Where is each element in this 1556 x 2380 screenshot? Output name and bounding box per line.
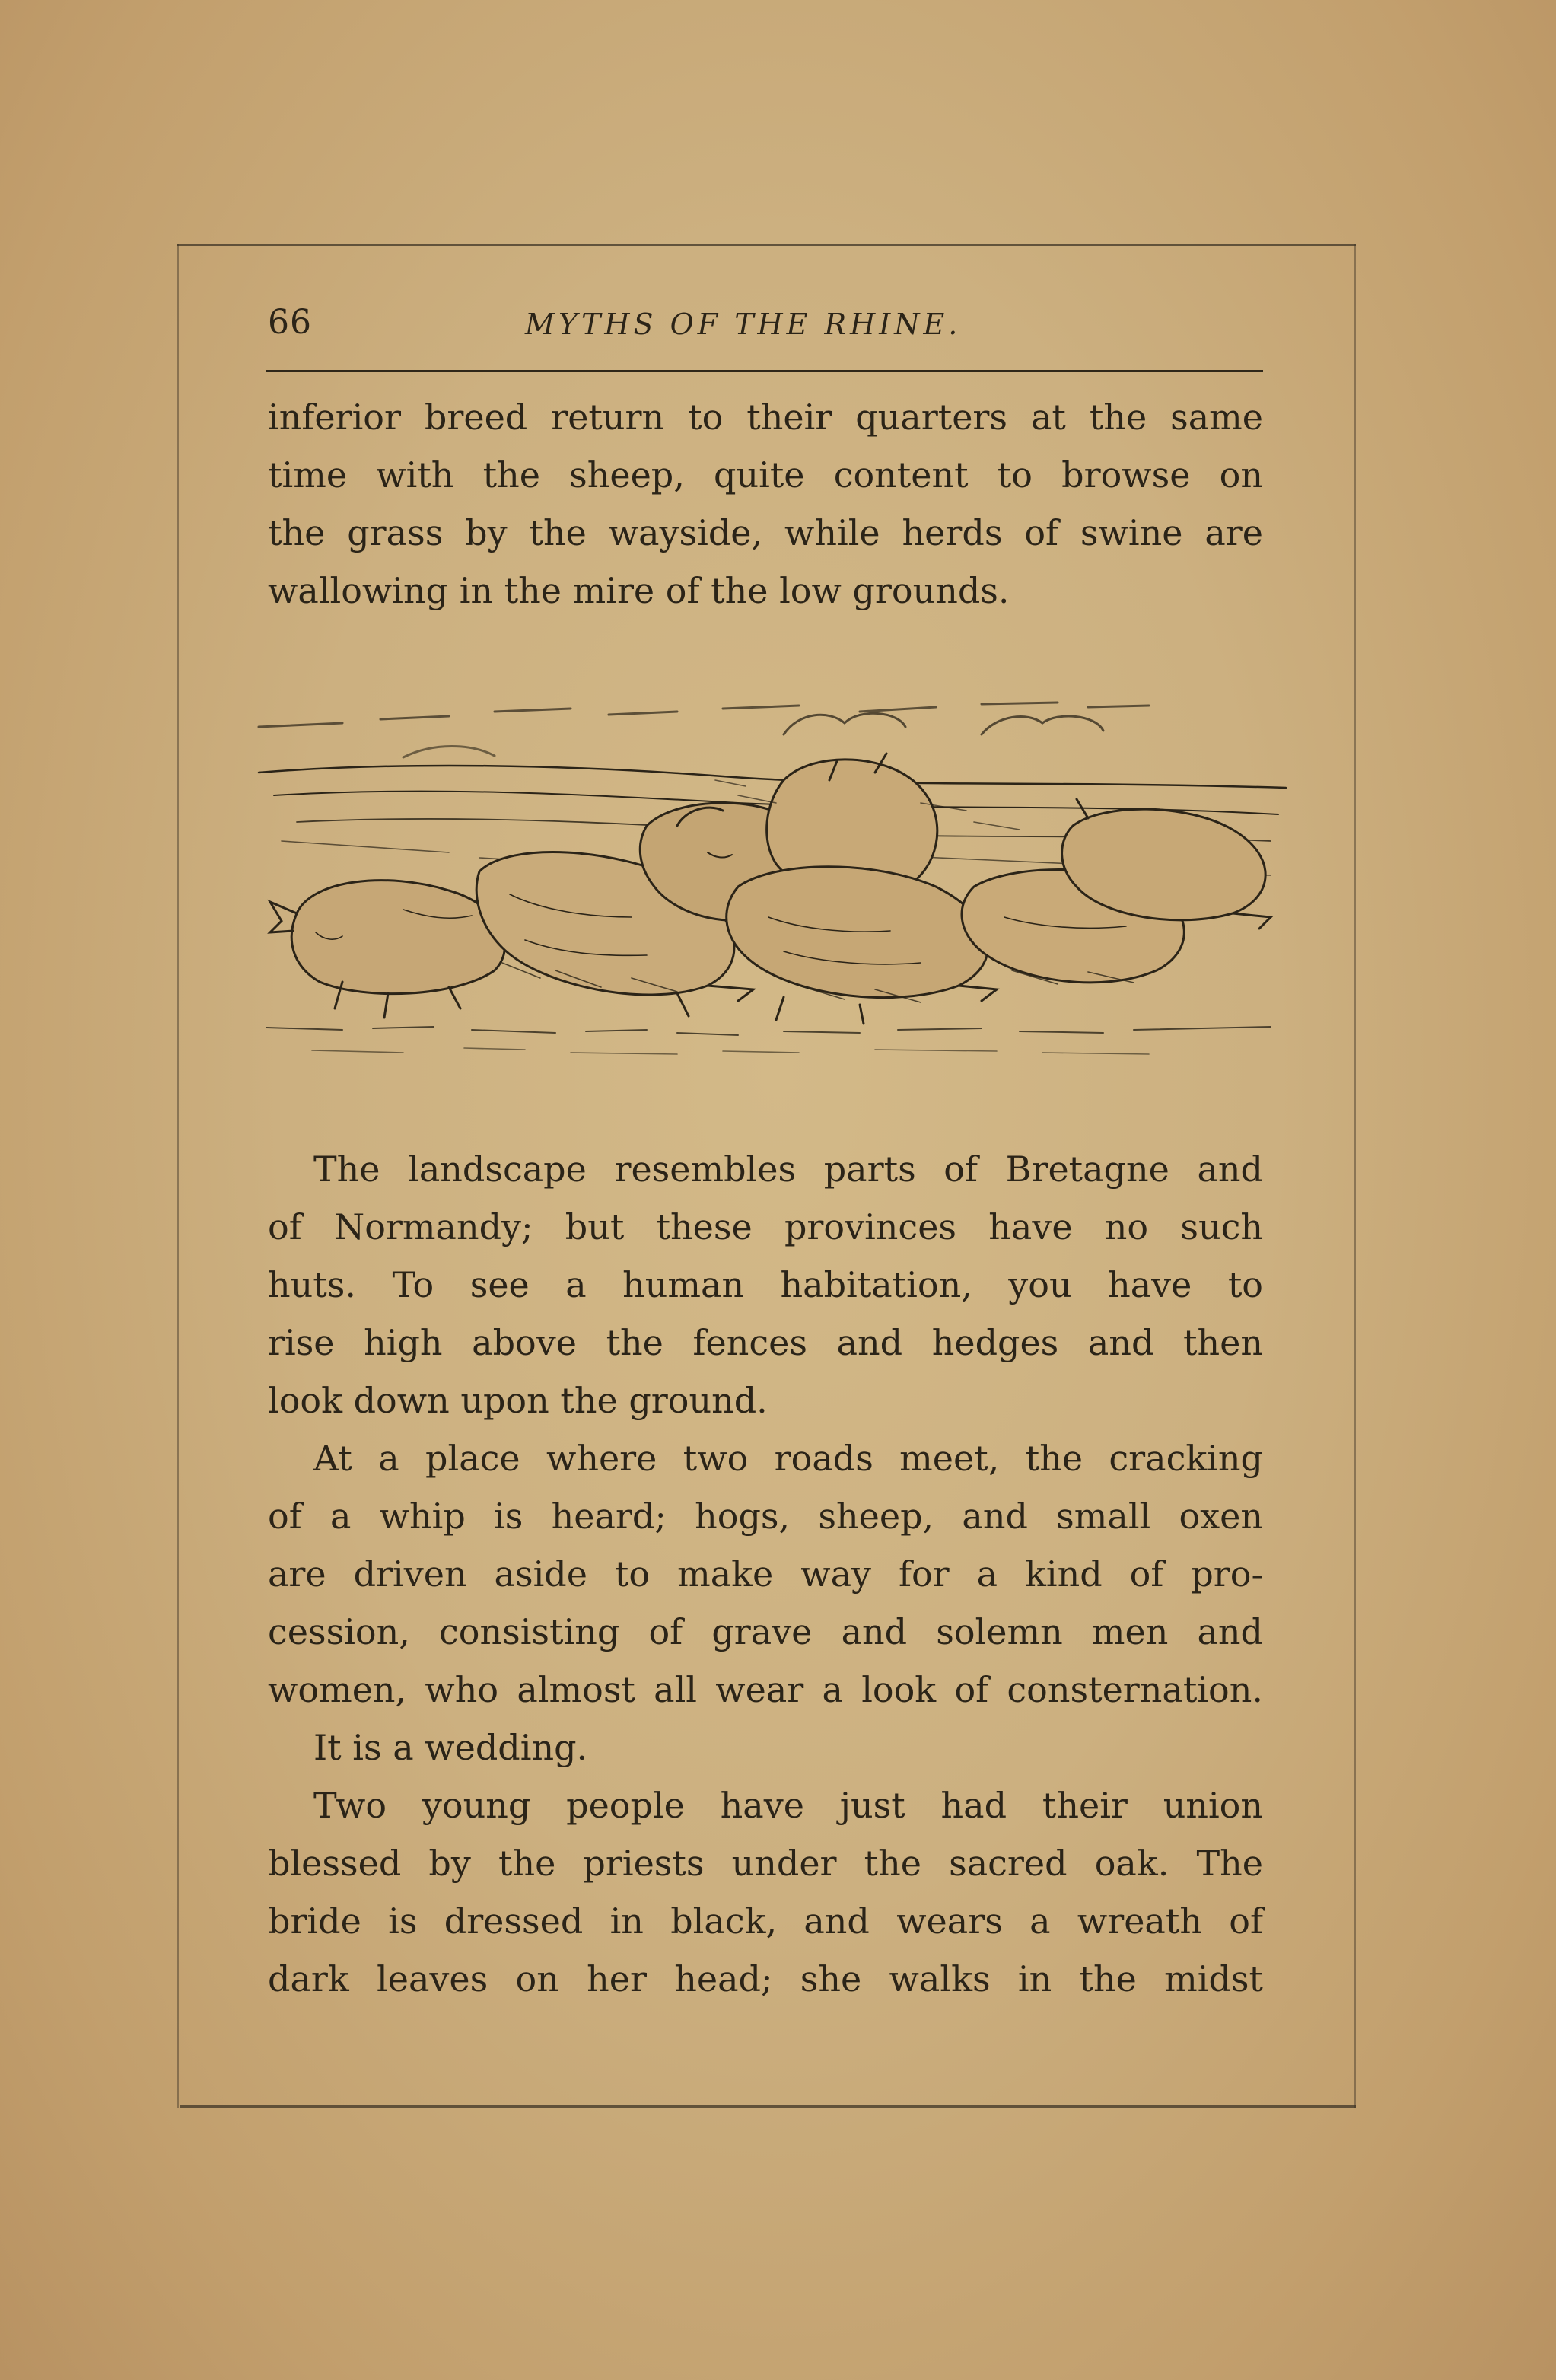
top-paragraph (268, 388, 1263, 620)
text-line: time with the sheep, quite content to browse on (268, 454, 1263, 495)
text-line: of a whip is heard; hogs, sheep, and small oxen (268, 1496, 1263, 1537)
frame-top-rule (177, 244, 1356, 246)
page-number: 66 (268, 303, 312, 342)
text-line: huts. To see a human habitation, you have to (268, 1264, 1263, 1305)
text-line: the grass by the wayside, while herds of swine are (268, 512, 1263, 553)
text-line: dark leaves on her head; she walks in the midst (268, 1958, 1263, 1999)
running-title: MYTHS OF THE RHINE. (525, 307, 962, 341)
swine-illustration (251, 689, 1293, 1069)
frame-left-rule (177, 244, 179, 2108)
text-line: look down upon the ground. (268, 1380, 768, 1421)
text-line: Two young people have just had their union (313, 1785, 1263, 1826)
body-paragraphs (268, 1140, 1263, 2008)
text-line: women, who almost all wear a look of consternation. (268, 1669, 1263, 1710)
text-line: It is a wedding. (313, 1727, 588, 1768)
text-line: bride is dressed in black, and wears a wreath of (268, 1900, 1263, 1942)
text-line: of Normandy; but these provinces have no such (268, 1206, 1263, 1247)
text-line: At a place where two roads meet, the cracking (313, 1438, 1263, 1479)
text-line: wallowing in the mire of the low grounds. (268, 570, 1010, 611)
text-line: rise high above the fences and hedges and then (268, 1322, 1263, 1363)
header-rule (266, 370, 1263, 372)
text-line: cession, consisting of grave and solemn men and (268, 1611, 1263, 1652)
text-line: are driven aside to make way for a kind of pro- (268, 1553, 1263, 1595)
text-line: inferior breed return to their quarters at the same (268, 397, 1263, 438)
text-line: blessed by the priests under the sacred oak. The (268, 1843, 1263, 1884)
text-line: The landscape resembles parts of Bretagne and (313, 1149, 1263, 1190)
frame-bottom-rule (180, 2105, 1356, 2108)
frame-right-rule (1354, 244, 1356, 2108)
